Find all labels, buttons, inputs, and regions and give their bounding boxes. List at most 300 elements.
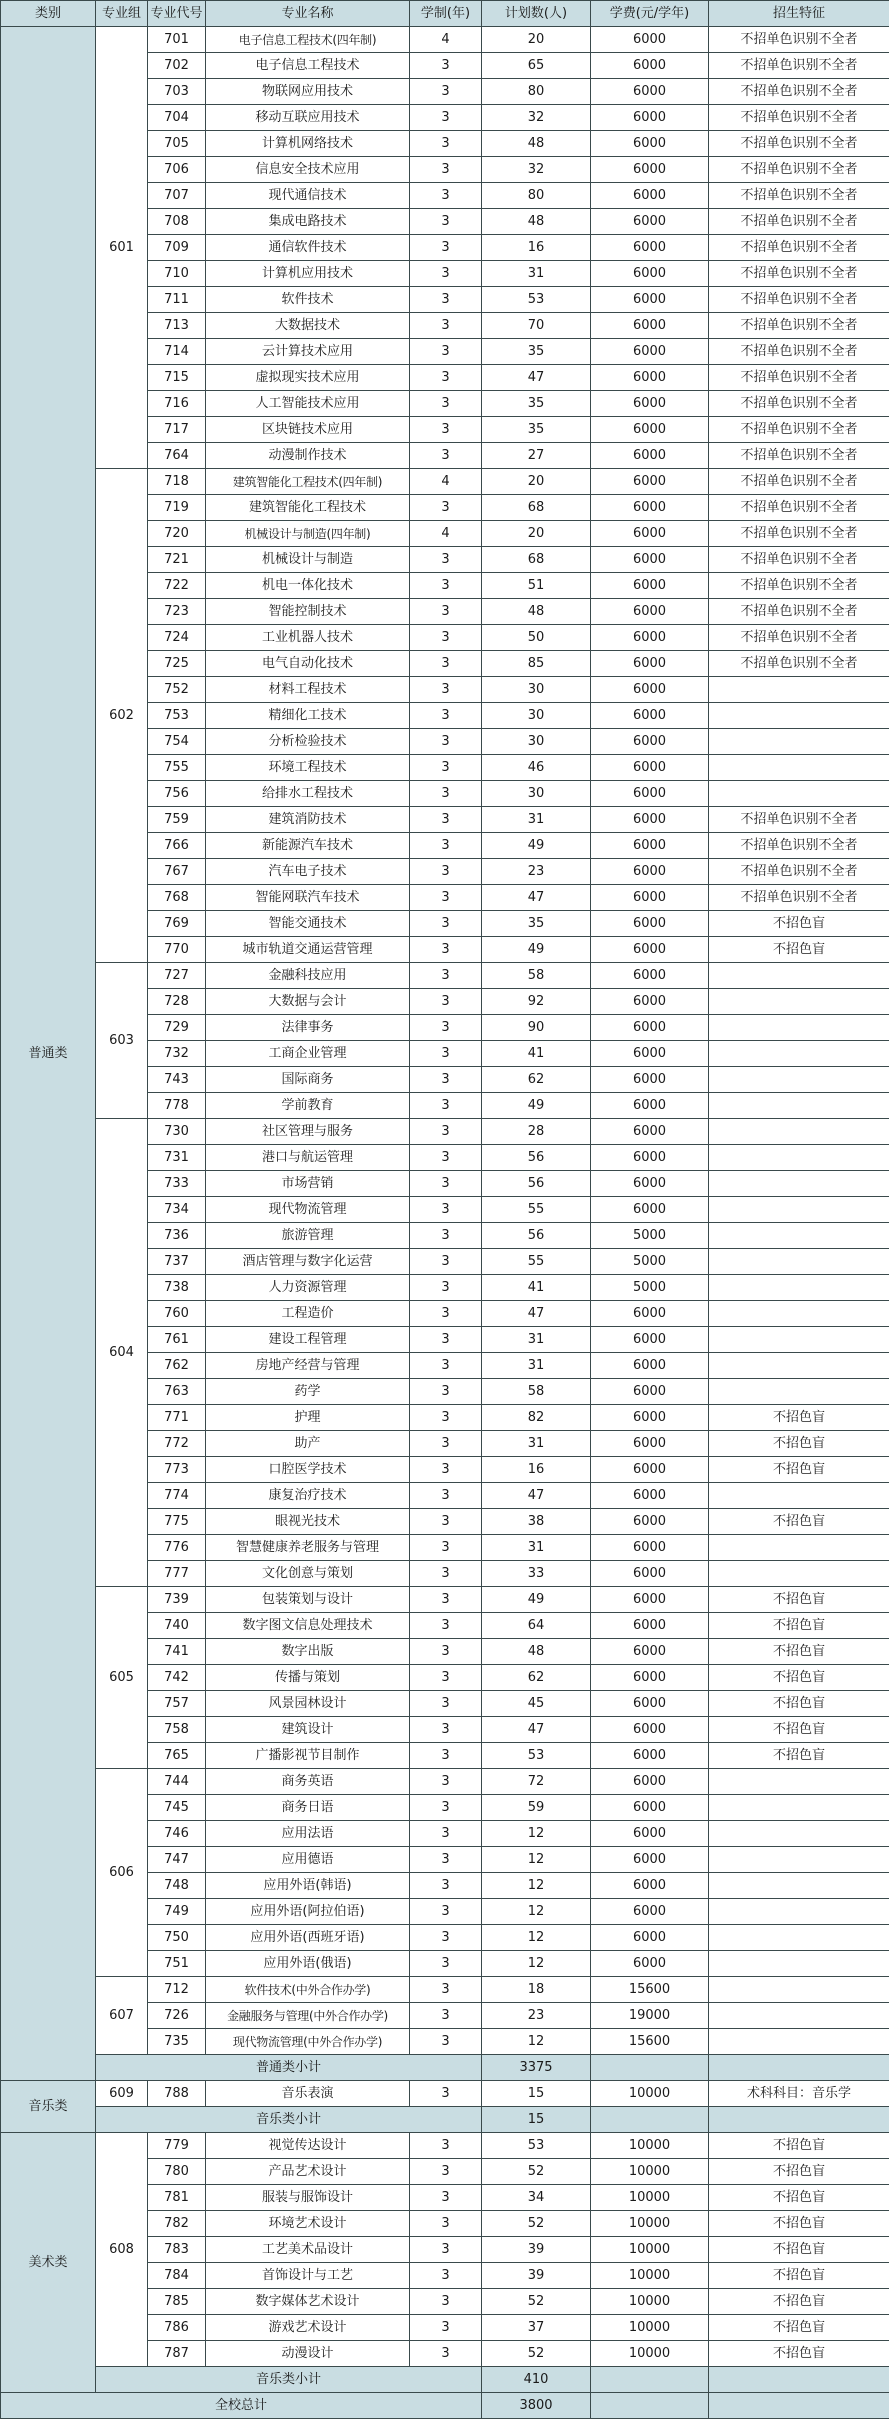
- duration-cell: 3: [410, 911, 482, 937]
- plan-count-cell: 38: [482, 1509, 591, 1535]
- feature-cell: [709, 989, 889, 1015]
- major-name-cell: 智能交通技术: [206, 911, 410, 937]
- plan-count-cell: 64: [482, 1613, 591, 1639]
- total-label: 全校总计: [1, 2393, 482, 2419]
- plan-count-cell: 20: [482, 469, 591, 495]
- feature-cell: 不招色盲: [709, 2341, 889, 2367]
- duration-cell: 3: [410, 1015, 482, 1041]
- code-cell: 770: [148, 937, 206, 963]
- tuition-cell: 6000: [591, 807, 709, 833]
- duration-cell: 3: [410, 2289, 482, 2315]
- duration-cell: 3: [410, 105, 482, 131]
- major-name-cell: 电子信息工程技术: [206, 53, 410, 79]
- code-cell: 752: [148, 677, 206, 703]
- tuition-cell: 6000: [591, 1561, 709, 1587]
- plan-count-cell: 35: [482, 911, 591, 937]
- code-cell: 769: [148, 911, 206, 937]
- duration-cell: 3: [410, 2263, 482, 2289]
- major-name-cell: 商务英语: [206, 1769, 410, 1795]
- duration-cell: 3: [410, 677, 482, 703]
- empty-cell: [591, 2055, 709, 2081]
- feature-cell: [709, 1483, 889, 1509]
- duration-cell: 3: [410, 1743, 482, 1769]
- feature-cell: [709, 755, 889, 781]
- code-cell: 777: [148, 1561, 206, 1587]
- duration-cell: 3: [410, 53, 482, 79]
- code-cell: 710: [148, 261, 206, 287]
- plan-count-cell: 49: [482, 1093, 591, 1119]
- feature-cell: 不招单色识别不全者: [709, 105, 889, 131]
- plan-count-cell: 12: [482, 1821, 591, 1847]
- total-value: 3800: [482, 2393, 591, 2419]
- tuition-cell: 6000: [591, 1197, 709, 1223]
- feature-cell: 不招单色识别不全者: [709, 339, 889, 365]
- tuition-cell: 5000: [591, 1249, 709, 1275]
- tuition-cell: 5000: [591, 1275, 709, 1301]
- plan-count-cell: 30: [482, 729, 591, 755]
- tuition-cell: 10000: [591, 2341, 709, 2367]
- feature-cell: 不招色盲: [709, 911, 889, 937]
- duration-cell: 3: [410, 1509, 482, 1535]
- feature-cell: 不招色盲: [709, 2185, 889, 2211]
- tuition-cell: 6000: [591, 729, 709, 755]
- duration-cell: 3: [410, 859, 482, 885]
- column-header: 专业代号: [148, 1, 206, 27]
- duration-cell: 3: [410, 2237, 482, 2263]
- plan-count-cell: 16: [482, 235, 591, 261]
- code-cell: 762: [148, 1353, 206, 1379]
- duration-cell: 3: [410, 1561, 482, 1587]
- empty-cell: [709, 2107, 889, 2133]
- feature-cell: [709, 1379, 889, 1405]
- major-name-cell: 市场营销: [206, 1171, 410, 1197]
- plan-count-cell: 80: [482, 79, 591, 105]
- plan-count-cell: 12: [482, 1899, 591, 1925]
- tuition-cell: 6000: [591, 131, 709, 157]
- column-header: 招生特征: [709, 1, 889, 27]
- feature-cell: [709, 1067, 889, 1093]
- feature-cell: 不招色盲: [709, 1691, 889, 1717]
- feature-cell: [709, 2003, 889, 2029]
- plan-count-cell: 47: [482, 1301, 591, 1327]
- feature-cell: 不招色盲: [709, 1457, 889, 1483]
- duration-cell: 3: [410, 1353, 482, 1379]
- plan-count-cell: 30: [482, 677, 591, 703]
- code-cell: 766: [148, 833, 206, 859]
- plan-count-cell: 12: [482, 1951, 591, 1977]
- major-name-cell: 港口与航运管理: [206, 1145, 410, 1171]
- tuition-cell: 15600: [591, 1977, 709, 2003]
- tuition-cell: 6000: [591, 1171, 709, 1197]
- plan-count-cell: 51: [482, 573, 591, 599]
- major-name-cell: 服装与服饰设计: [206, 2185, 410, 2211]
- tuition-cell: 6000: [591, 1067, 709, 1093]
- major-name-cell: 房地产经营与管理: [206, 1353, 410, 1379]
- duration-cell: 3: [410, 2003, 482, 2029]
- tuition-cell: 6000: [591, 1093, 709, 1119]
- feature-cell: 不招单色识别不全者: [709, 651, 889, 677]
- group-cell: 608: [96, 2133, 148, 2367]
- plan-count-cell: 62: [482, 1665, 591, 1691]
- tuition-cell: 6000: [591, 703, 709, 729]
- code-cell: 742: [148, 1665, 206, 1691]
- major-name-cell: 应用外语(俄语): [206, 1951, 410, 1977]
- plan-count-cell: 48: [482, 599, 591, 625]
- plan-count-cell: 58: [482, 963, 591, 989]
- plan-count-cell: 72: [482, 1769, 591, 1795]
- tuition-cell: 6000: [591, 391, 709, 417]
- column-header: 专业名称: [206, 1, 410, 27]
- feature-cell: 不招单色识别不全者: [709, 859, 889, 885]
- plan-count-cell: 48: [482, 1639, 591, 1665]
- feature-cell: [709, 1951, 889, 1977]
- feature-cell: [709, 1015, 889, 1041]
- feature-cell: [709, 1795, 889, 1821]
- table-body: [1, 27, 889, 2419]
- major-name-cell: 工业机器人技术: [206, 625, 410, 651]
- duration-cell: 3: [410, 651, 482, 677]
- tuition-cell: 6000: [591, 1327, 709, 1353]
- feature-cell: [709, 729, 889, 755]
- plan-count-cell: 15: [482, 2081, 591, 2107]
- code-cell: 734: [148, 1197, 206, 1223]
- plan-count-cell: 23: [482, 2003, 591, 2029]
- duration-cell: 3: [410, 1613, 482, 1639]
- group-cell: 602: [96, 469, 148, 963]
- code-cell: 781: [148, 2185, 206, 2211]
- major-name-cell: 云计算技术应用: [206, 339, 410, 365]
- major-name-cell: 法律事务: [206, 1015, 410, 1041]
- tuition-cell: 6000: [591, 573, 709, 599]
- feature-cell: 不招单色识别不全者: [709, 885, 889, 911]
- major-name-cell: 人工智能技术应用: [206, 391, 410, 417]
- duration-cell: 3: [410, 1301, 482, 1327]
- major-name-cell: 动漫设计: [206, 2341, 410, 2367]
- tuition-cell: 6000: [591, 183, 709, 209]
- major-name-cell: 工艺美术品设计: [206, 2237, 410, 2263]
- tuition-cell: 10000: [591, 2081, 709, 2107]
- duration-cell: 3: [410, 1483, 482, 1509]
- tuition-cell: 6000: [591, 417, 709, 443]
- tuition-cell: 6000: [591, 261, 709, 287]
- column-header: 学费(元/学年): [591, 1, 709, 27]
- tuition-cell: 19000: [591, 2003, 709, 2029]
- code-cell: 747: [148, 1847, 206, 1873]
- code-cell: 712: [148, 1977, 206, 2003]
- plan-count-cell: 49: [482, 833, 591, 859]
- feature-cell: [709, 1925, 889, 1951]
- feature-cell: [709, 1899, 889, 1925]
- code-cell: 782: [148, 2211, 206, 2237]
- code-cell: 759: [148, 807, 206, 833]
- major-name-cell: 新能源汽车技术: [206, 833, 410, 859]
- subtotal-value: 3375: [482, 2055, 591, 2081]
- major-name-cell: 数字出版: [206, 1639, 410, 1665]
- code-cell: 779: [148, 2133, 206, 2159]
- feature-cell: [709, 1197, 889, 1223]
- duration-cell: 3: [410, 1119, 482, 1145]
- duration-cell: 3: [410, 183, 482, 209]
- major-name-cell: 建筑智能化工程技术(四年制): [206, 469, 410, 495]
- tuition-cell: 6000: [591, 105, 709, 131]
- major-name-cell: 应用德语: [206, 1847, 410, 1873]
- code-cell: 786: [148, 2315, 206, 2341]
- duration-cell: 3: [410, 729, 482, 755]
- group-cell: 606: [96, 1769, 148, 1977]
- major-name-cell: 通信软件技术: [206, 235, 410, 261]
- plan-count-cell: 31: [482, 1535, 591, 1561]
- feature-cell: 不招色盲: [709, 2159, 889, 2185]
- code-cell: 775: [148, 1509, 206, 1535]
- feature-cell: 不招单色识别不全者: [709, 469, 889, 495]
- duration-cell: 3: [410, 313, 482, 339]
- tuition-cell: 6000: [591, 1301, 709, 1327]
- plan-count-cell: 41: [482, 1275, 591, 1301]
- tuition-cell: 6000: [591, 937, 709, 963]
- feature-cell: 不招单色识别不全者: [709, 495, 889, 521]
- plan-count-cell: 16: [482, 1457, 591, 1483]
- major-name-cell: 机械设计与制造(四年制): [206, 521, 410, 547]
- tuition-cell: 6000: [591, 287, 709, 313]
- major-name-cell: 眼视光技术: [206, 1509, 410, 1535]
- duration-cell: 3: [410, 1327, 482, 1353]
- duration-cell: 4: [410, 27, 482, 53]
- plan-count-cell: 52: [482, 2159, 591, 2185]
- code-cell: 713: [148, 313, 206, 339]
- category-cell: 美术类: [1, 2133, 96, 2393]
- tuition-cell: 6000: [591, 547, 709, 573]
- tuition-cell: 6000: [591, 599, 709, 625]
- duration-cell: 3: [410, 1171, 482, 1197]
- feature-cell: 不招色盲: [709, 1665, 889, 1691]
- major-name-cell: 工商企业管理: [206, 1041, 410, 1067]
- tuition-cell: 6000: [591, 1769, 709, 1795]
- plan-count-cell: 31: [482, 807, 591, 833]
- plan-count-cell: 58: [482, 1379, 591, 1405]
- feature-cell: 不招色盲: [709, 1639, 889, 1665]
- feature-cell: 不招单色识别不全者: [709, 807, 889, 833]
- duration-cell: 3: [410, 573, 482, 599]
- table-row: [1, 1587, 889, 1613]
- plan-count-cell: 70: [482, 313, 591, 339]
- tuition-cell: 6000: [591, 469, 709, 495]
- duration-cell: 3: [410, 79, 482, 105]
- duration-cell: 3: [410, 755, 482, 781]
- plan-count-cell: 39: [482, 2263, 591, 2289]
- plan-count-cell: 32: [482, 105, 591, 131]
- duration-cell: 3: [410, 261, 482, 287]
- tuition-cell: 6000: [591, 1795, 709, 1821]
- tuition-cell: 6000: [591, 1119, 709, 1145]
- tuition-cell: 10000: [591, 2289, 709, 2315]
- code-cell: 787: [148, 2341, 206, 2367]
- code-cell: 760: [148, 1301, 206, 1327]
- major-name-cell: 电气自动化技术: [206, 651, 410, 677]
- code-cell: 737: [148, 1249, 206, 1275]
- plan-count-cell: 31: [482, 1327, 591, 1353]
- major-name-cell: 金融服务与管理(中外合作办学): [206, 2003, 410, 2029]
- major-name-cell: 软件技术: [206, 287, 410, 313]
- major-name-cell: 区块链技术应用: [206, 417, 410, 443]
- table-row: [1, 27, 889, 53]
- tuition-cell: 10000: [591, 2237, 709, 2263]
- code-cell: 780: [148, 2159, 206, 2185]
- tuition-cell: 6000: [591, 1717, 709, 1743]
- duration-cell: 3: [410, 2185, 482, 2211]
- code-cell: 764: [148, 443, 206, 469]
- tuition-cell: 6000: [591, 313, 709, 339]
- feature-cell: 不招单色识别不全者: [709, 157, 889, 183]
- tuition-cell: 6000: [591, 1405, 709, 1431]
- code-cell: 703: [148, 79, 206, 105]
- major-name-cell: 大数据技术: [206, 313, 410, 339]
- code-cell: 758: [148, 1717, 206, 1743]
- code-cell: 714: [148, 339, 206, 365]
- group-cell: 605: [96, 1587, 148, 1769]
- major-name-cell: 建筑设计: [206, 1717, 410, 1743]
- plan-count-cell: 18: [482, 1977, 591, 2003]
- major-name-cell: 商务日语: [206, 1795, 410, 1821]
- plan-count-cell: 55: [482, 1249, 591, 1275]
- code-cell: 727: [148, 963, 206, 989]
- tuition-cell: 6000: [591, 209, 709, 235]
- code-cell: 740: [148, 1613, 206, 1639]
- major-name-cell: 首饰设计与工艺: [206, 2263, 410, 2289]
- code-cell: 735: [148, 2029, 206, 2055]
- code-cell: 783: [148, 2237, 206, 2263]
- plan-count-cell: 35: [482, 339, 591, 365]
- code-cell: 755: [148, 755, 206, 781]
- plan-count-cell: 48: [482, 131, 591, 157]
- duration-cell: 3: [410, 1977, 482, 2003]
- duration-cell: 3: [410, 547, 482, 573]
- tuition-cell: 10000: [591, 2315, 709, 2341]
- duration-cell: 3: [410, 1041, 482, 1067]
- plan-count-cell: 49: [482, 937, 591, 963]
- tuition-cell: 10000: [591, 2133, 709, 2159]
- tuition-cell: 10000: [591, 2211, 709, 2237]
- code-cell: 751: [148, 1951, 206, 1977]
- code-cell: 778: [148, 1093, 206, 1119]
- duration-cell: 3: [410, 1795, 482, 1821]
- feature-cell: 不招色盲: [709, 1431, 889, 1457]
- group-cell: 603: [96, 963, 148, 1119]
- major-name-cell: 分析检验技术: [206, 729, 410, 755]
- feature-cell: [709, 1561, 889, 1587]
- tuition-cell: 6000: [591, 651, 709, 677]
- duration-cell: 3: [410, 2315, 482, 2341]
- major-name-cell: 现代物流管理(中外合作办学): [206, 2029, 410, 2055]
- feature-cell: 不招色盲: [709, 1509, 889, 1535]
- plan-count-cell: 47: [482, 1483, 591, 1509]
- feature-cell: [709, 1821, 889, 1847]
- code-cell: 704: [148, 105, 206, 131]
- major-name-cell: 视觉传达设计: [206, 2133, 410, 2159]
- group-cell: 604: [96, 1119, 148, 1587]
- tuition-cell: 6000: [591, 443, 709, 469]
- subtotal-label: 普通类小计: [96, 2055, 482, 2081]
- major-name-cell: 机械设计与制造: [206, 547, 410, 573]
- plan-count-cell: 31: [482, 261, 591, 287]
- tuition-cell: 6000: [591, 1743, 709, 1769]
- major-name-cell: 精细化工技术: [206, 703, 410, 729]
- duration-cell: 3: [410, 885, 482, 911]
- duration-cell: 3: [410, 625, 482, 651]
- subtotal-row: [1, 2055, 889, 2081]
- major-name-cell: 环境工程技术: [206, 755, 410, 781]
- duration-cell: 3: [410, 495, 482, 521]
- duration-cell: 3: [410, 1951, 482, 1977]
- plan-count-cell: 12: [482, 2029, 591, 2055]
- duration-cell: 3: [410, 1093, 482, 1119]
- code-cell: 773: [148, 1457, 206, 1483]
- plan-count-cell: 41: [482, 1041, 591, 1067]
- code-cell: 767: [148, 859, 206, 885]
- duration-cell: 4: [410, 469, 482, 495]
- code-cell: 763: [148, 1379, 206, 1405]
- major-name-cell: 国际商务: [206, 1067, 410, 1093]
- plan-count-cell: 53: [482, 287, 591, 313]
- code-cell: 774: [148, 1483, 206, 1509]
- plan-count-cell: 20: [482, 27, 591, 53]
- major-name-cell: 汽车电子技术: [206, 859, 410, 885]
- duration-cell: 3: [410, 1145, 482, 1171]
- plan-count-cell: 31: [482, 1353, 591, 1379]
- plan-count-cell: 92: [482, 989, 591, 1015]
- feature-cell: 不招单色识别不全者: [709, 209, 889, 235]
- feature-cell: 不招单色识别不全者: [709, 599, 889, 625]
- tuition-cell: 10000: [591, 2263, 709, 2289]
- tuition-cell: 6000: [591, 1691, 709, 1717]
- plan-count-cell: 55: [482, 1197, 591, 1223]
- subtotal-row: [1, 2107, 889, 2133]
- major-name-cell: 移动互联应用技术: [206, 105, 410, 131]
- plan-count-cell: 12: [482, 1925, 591, 1951]
- tuition-cell: 6000: [591, 911, 709, 937]
- duration-cell: 3: [410, 1873, 482, 1899]
- code-cell: 745: [148, 1795, 206, 1821]
- plan-count-cell: 27: [482, 443, 591, 469]
- feature-cell: 不招单色识别不全者: [709, 833, 889, 859]
- plan-count-cell: 52: [482, 2289, 591, 2315]
- group-cell: 601: [96, 27, 148, 469]
- duration-cell: 3: [410, 963, 482, 989]
- subtotal-label: 音乐类小计: [96, 2107, 482, 2133]
- tuition-cell: 6000: [591, 1873, 709, 1899]
- code-cell: 718: [148, 469, 206, 495]
- feature-cell: [709, 1873, 889, 1899]
- major-name-cell: 社区管理与服务: [206, 1119, 410, 1145]
- plan-count-cell: 49: [482, 1587, 591, 1613]
- duration-cell: 3: [410, 2029, 482, 2055]
- code-cell: 726: [148, 2003, 206, 2029]
- duration-cell: 3: [410, 807, 482, 833]
- feature-cell: 不招单色识别不全者: [709, 313, 889, 339]
- major-name-cell: 智能网联汽车技术: [206, 885, 410, 911]
- code-cell: 708: [148, 209, 206, 235]
- feature-cell: 不招色盲: [709, 1717, 889, 1743]
- plan-count-cell: 56: [482, 1145, 591, 1171]
- feature-cell: 不招单色识别不全者: [709, 443, 889, 469]
- plan-count-cell: 30: [482, 703, 591, 729]
- duration-cell: 3: [410, 1249, 482, 1275]
- tuition-cell: 6000: [591, 27, 709, 53]
- feature-cell: [709, 1327, 889, 1353]
- major-name-cell: 应用法语: [206, 1821, 410, 1847]
- duration-cell: 3: [410, 833, 482, 859]
- plan-count-cell: 85: [482, 651, 591, 677]
- plan-count-cell: 59: [482, 1795, 591, 1821]
